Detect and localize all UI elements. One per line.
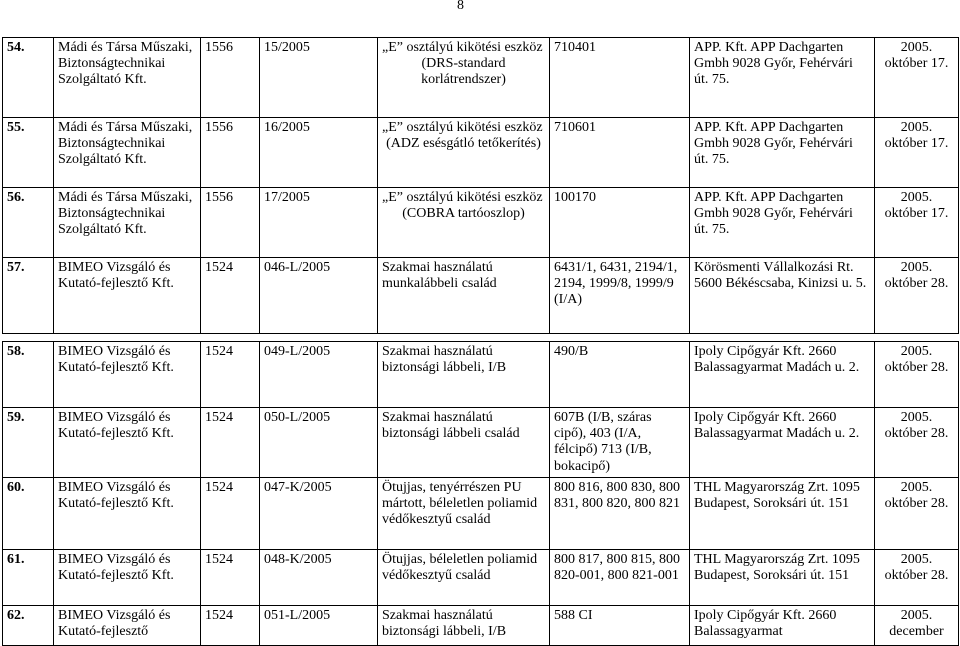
table-row <box>3 38 959 118</box>
date: 2005. október 28. <box>875 258 959 334</box>
registration-number: 047-K/2005 <box>260 478 378 550</box>
registration-number: 048-K/2005 <box>260 550 378 606</box>
applicant: BIMEO Vizsgáló és Kutató-fejlesztő <box>54 606 201 646</box>
description: Ötujjas, béleletlen poliamid védőkesztyű család <box>378 550 550 606</box>
row-number: 54. <box>3 38 54 118</box>
row-number: 58. <box>3 342 54 408</box>
row-number: 56. <box>3 188 54 258</box>
description <box>378 188 550 258</box>
product-number: 710601 <box>550 118 690 188</box>
description-sub: (ADZ esésgátló tetőkerítés) <box>386 136 541 152</box>
row-number: 57. <box>3 258 54 334</box>
applicant: BIMEO Vizsgáló és Kutató-fejlesztő Kft. <box>54 342 201 408</box>
table-row <box>3 550 959 606</box>
description: Szakmai használatú biztonsági lábbeli, I/B <box>378 606 550 646</box>
code: 1556 <box>201 38 260 118</box>
table-row <box>3 478 959 550</box>
product-number: 588 CI <box>550 606 690 646</box>
product-number: 490/B <box>550 342 690 408</box>
date: 2005. december <box>875 606 959 646</box>
applicant: BIMEO Vizsgáló és Kutató-fejlesztő Kft. <box>54 408 201 478</box>
code: 1524 <box>201 478 260 550</box>
holder: THL Magyarország Zrt. 1095 Budapest, Soroksári út. 151 <box>690 550 875 606</box>
description: Ötujjas, tenyérrészen PU mártott, béleletlen poliamid védőkesztyű család <box>378 478 550 550</box>
table-row <box>3 258 959 334</box>
holder: Ipoly Cipőgyár Kft. 2660 Balassagyarmat Madách u. 2. <box>690 342 875 408</box>
description <box>378 258 550 334</box>
code: 1556 <box>201 118 260 188</box>
date: 2005. október 28. <box>875 342 959 408</box>
date: 2005. október 17. <box>875 188 959 258</box>
registration-number: 046-L/2005 <box>260 258 378 334</box>
registration-number: 051-L/2005 <box>260 606 378 646</box>
product-number: 607B (I/B, száras cipő), 403 (I/A, félcipő) 713 (I/B, bokacipő) <box>550 408 690 478</box>
certificate-table-top <box>2 37 959 334</box>
description: Szakmai használatú biztonsági lábbeli család <box>378 408 550 478</box>
holder: APP. Kft. APP Dachgarten Gmbh 9028 Győr, Fehérvári út. 75. <box>690 38 875 118</box>
applicant: Mádi és Társa Műszaki, Biztonságtechnikai Szolgáltató Kft. <box>54 188 201 258</box>
code: 1524 <box>201 606 260 646</box>
code: 1524 <box>201 550 260 606</box>
registration-number: 050-L/2005 <box>260 408 378 478</box>
table-row <box>3 118 959 188</box>
applicant: BIMEO Vizsgáló és Kutató-fejlesztő Kft. <box>54 258 201 334</box>
date: 2005. október 28. <box>875 408 959 478</box>
applicant: BIMEO Vizsgáló és Kutató-fejlesztő Kft. <box>54 550 201 606</box>
row-number: 61. <box>3 550 54 606</box>
description-sub: (COBRA tartóoszlop) <box>402 206 525 222</box>
description-sub: (DRS-standard korlátrendszer) <box>421 56 506 88</box>
date: 2005. október 17. <box>875 118 959 188</box>
description-main: „E” osztályú kikötési eszköz <box>382 190 543 205</box>
product-number: 6431/1, 6431, 2194/1, 2194, 1999/8, 1999/9 (I/A) <box>550 258 690 334</box>
date: 2005. október 28. <box>875 550 959 606</box>
row-number: 55. <box>3 118 54 188</box>
code: 1524 <box>201 408 260 478</box>
registration-number: 16/2005 <box>260 118 378 188</box>
holder: THL Magyarország Zrt. 1095 Budapest, Soroksári út. 151 <box>690 478 875 550</box>
row-number: 62. <box>3 606 54 646</box>
holder: Ipoly Cipőgyár Kft. 2660 Balassagyarmat Madách u. 2. <box>690 408 875 478</box>
product-number: 100170 <box>550 188 690 258</box>
registration-number: 17/2005 <box>260 188 378 258</box>
certificate-table-bottom <box>2 341 959 646</box>
applicant: BIMEO Vizsgáló és Kutató-fejlesztő Kft. <box>54 478 201 550</box>
table-row <box>3 342 959 408</box>
description-main: „E” osztályú kikötési eszköz <box>382 120 543 135</box>
row-number: 60. <box>3 478 54 550</box>
holder: APP. Kft. APP Dachgarten Gmbh 9028 Győr, Fehérvári út. 75. <box>690 188 875 258</box>
description-main: Szakmai használatú munkalábbeli család <box>382 260 497 292</box>
page-number: 8 <box>457 0 464 13</box>
table-row <box>3 188 959 258</box>
row-number: 59. <box>3 408 54 478</box>
product-number: 710401 <box>550 38 690 118</box>
description: Szakmai használatú biztonsági lábbeli, I/B <box>378 342 550 408</box>
product-number: 800 816, 800 830, 800 831, 800 820, 800 821 <box>550 478 690 550</box>
date: 2005. október 28. <box>875 478 959 550</box>
applicant: Mádi és Társa Műszaki, Biztonságtechnikai Szolgáltató Kft. <box>54 118 201 188</box>
table-row <box>3 606 959 646</box>
description <box>378 118 550 188</box>
description <box>378 38 550 118</box>
code: 1524 <box>201 258 260 334</box>
table-row <box>3 408 959 478</box>
product-number: 800 817, 800 815, 800 820-001, 800 821-001 <box>550 550 690 606</box>
code: 1556 <box>201 188 260 258</box>
registration-number: 049-L/2005 <box>260 342 378 408</box>
date: 2005. október 17. <box>875 38 959 118</box>
applicant: Mádi és Társa Műszaki, Biztonságtechnikai Szolgáltató Kft. <box>54 38 201 118</box>
holder: Körösmenti Vállalkozási Rt. 5600 Békéscsaba, Kinizsi u. 5. <box>690 258 875 334</box>
code: 1524 <box>201 342 260 408</box>
holder: Ipoly Cipőgyár Kft. 2660 Balassagyarmat <box>690 606 875 646</box>
registration-number: 15/2005 <box>260 38 378 118</box>
description-main: „E” osztályú kikötési eszköz <box>382 40 543 55</box>
holder: APP. Kft. APP Dachgarten Gmbh 9028 Győr, Fehérvári út. 75. <box>690 118 875 188</box>
